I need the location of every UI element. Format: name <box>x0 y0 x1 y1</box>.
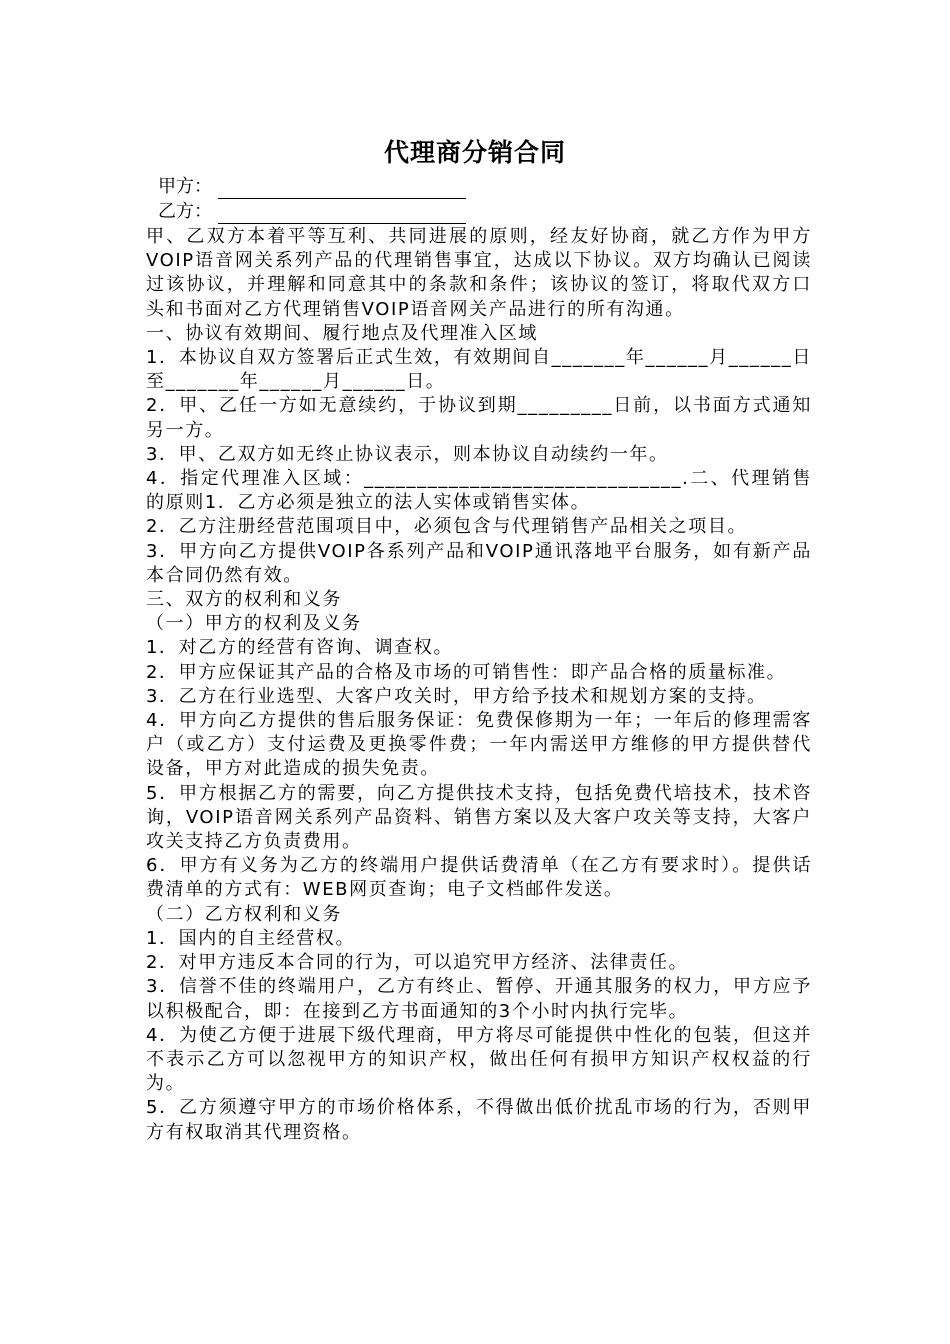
clause: 4．甲方向乙方提供的售后服务保证：免费保修期为一年；一年后的修理需客户（或乙方）支付运费及更换零件费；一年内需送甲方维修的甲方提供替代设备，甲方对此造成的损失免责。 <box>146 710 812 780</box>
subsection-heading: （二）乙方权利和义务 <box>146 903 342 925</box>
clause: 5．乙方须遵守甲方的市场价格体系，不得做出低价扰乱市场的行为，否则甲方有权取消其代理资格。 <box>146 1097 812 1143</box>
section-heading: 一、协议有效期间、履行地点及代理准入区域 <box>146 322 538 344</box>
party-b-line <box>158 200 466 224</box>
contract-body <box>146 225 812 1145</box>
party-b-blank <box>218 205 466 224</box>
subsection-heading: （一）甲方的权利及义务 <box>146 613 362 635</box>
clause: 3．甲方向乙方提供VOIP各系列产品和VOIP通讯落地平台服务，如有新产品本合同仍然有效。 <box>146 540 812 586</box>
clause: 1．对乙方的经营有咨询、调查权。 <box>146 637 454 659</box>
clause: 2．对甲方违反本合同的行为，可以追究甲方经济、法律责任。 <box>146 952 689 974</box>
intro-paragraph: 甲、乙双方本着平等互利、共同进展的原则，经友好协商，就乙方作为甲方VOIP语音网关系列产品的代理销售事宜，达成以下协议。双方均确认已阅读过该协议，并理解和同意其中的条款和条件；该协议的签订，将取代双方口头和书面对乙方代理销售VOIP语音网关产品进行的所有沟通。 <box>146 226 812 320</box>
clause: 4．指定代理准入区域：______________________________.二、代理销售的原则1．乙方必须是独立的法人实体或销售实体。 <box>146 468 812 514</box>
clause: 2．甲、乙任一方如无意续约，于协议到期_________日前，以书面方式通知另一方。 <box>146 395 812 441</box>
clause: 2．乙方注册经营范围项目中，必须包含与代理销售产品相关之项目。 <box>146 516 748 538</box>
clause: 1．国内的自主经营权。 <box>146 927 356 949</box>
party-a-label: 甲方： <box>158 176 212 197</box>
section-heading: 三、双方的权利和义务 <box>146 589 342 611</box>
party-a-line <box>158 175 466 199</box>
clause: 3．甲、乙双方如无终止协议表示，则本协议自动续约一年。 <box>146 443 669 465</box>
clause: 6．甲方有义务为乙方的终端用户提供话费清单（在乙方有要求时）。提供话费清单的方式有：WEB网页查询；电子文档邮件发送。 <box>146 855 812 901</box>
clause: 4．为使乙方便于进展下级代理商，甲方将尽可能提供中性化的包装，但这并不表示乙方可以忽视甲方的知识产权，做出任何有损甲方知识产权权益的行为。 <box>146 1024 812 1095</box>
clause: 2．甲方应保证其产品的合格及市场的可销售性：即产品合格的质量标准。 <box>146 661 787 683</box>
party-a-blank <box>218 180 466 199</box>
clause: 3．乙方在行业选型、大客户攻关时，甲方给予技术和规划方案的支持。 <box>146 685 767 707</box>
page-title: 代理商分销合同 <box>383 138 566 167</box>
clause: 1．本协议自双方签署后正式生效，有效期间自_______年______月______日至_______年______月______日。 <box>146 347 812 393</box>
party-b-label: 乙方： <box>158 201 212 222</box>
clause: 5．甲方根据乙方的需要，向乙方提供技术支持，包括免费代培技术，技术咨询，VOIP语音网关系列产品资料、销售方案以及大客户攻关等支持，大客户攻关支持乙方负责费用。 <box>146 782 812 853</box>
clause: 3．信誉不佳的终端用户，乙方有终止、暂停、开通其服务的权力，甲方应予以积极配合，即：在接到乙方书面通知的3个小时内执行完毕。 <box>146 976 812 1022</box>
